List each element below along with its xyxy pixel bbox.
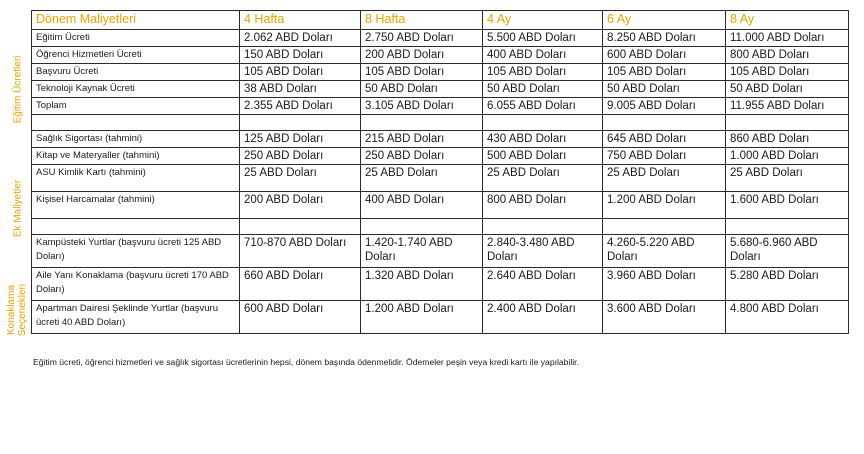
- cost-cell: 1.420-1.740 ABD Doları: [361, 235, 483, 268]
- cost-cell: [361, 219, 483, 235]
- spacer-row: [32, 219, 849, 235]
- row-label: Kişisel Harcamalar (tahmini): [32, 192, 240, 219]
- row-label: Sağlık Sigortası (tahmini): [32, 131, 240, 148]
- cost-cell: 860 ABD Doları: [726, 131, 849, 148]
- cost-cell: 660 ABD Doları: [240, 268, 361, 301]
- cost-cell: 50 ABD Doları: [483, 81, 603, 98]
- cost-cell: 4.800 ABD Doları: [726, 301, 849, 334]
- row-label: Toplam: [32, 98, 240, 115]
- cost-cell: 50 ABD Doları: [726, 81, 849, 98]
- row-label: Başvuru Ücreti: [32, 64, 240, 81]
- cost-cell: 1.000 ABD Doları: [726, 148, 849, 165]
- row-label: ASU Kimlik Kartı (tahmini): [32, 165, 240, 192]
- cost-cell: [603, 115, 726, 131]
- cost-cell: 105 ABD Doları: [726, 64, 849, 81]
- cost-cell: 200 ABD Doları: [361, 47, 483, 64]
- header-cell-term-costs: Dönem Maliyetleri: [32, 11, 240, 30]
- cost-cell: [240, 115, 361, 131]
- cost-cell: 1.200 ABD Doları: [361, 301, 483, 334]
- cost-cell: 200 ABD Doları: [240, 192, 361, 219]
- footnote: Eğitim ücreti, öğrenci hizmetleri ve sağlık sigortası ücretlerinin hepsi, dönem başında ödenmelidir. Ödemeler peşin veya kredi kartı ile yapılabilir.: [33, 357, 579, 367]
- side-label-housing: [6, 270, 30, 350]
- cost-cell: 215 ABD Doları: [361, 131, 483, 148]
- cost-cell: 25 ABD Doları: [603, 165, 726, 192]
- row-label: Aile Yanı Konaklama (başvuru ücreti 170 ABD Doları): [32, 268, 240, 301]
- cost-cell: [240, 219, 361, 235]
- row-label: Öğrenci Hizmetleri Ücreti: [32, 47, 240, 64]
- cost-cell: 3.105 ABD Doları: [361, 98, 483, 115]
- side-label-extra-costs: Ek Maliyetler: [12, 179, 24, 238]
- cost-cell: 50 ABD Doları: [603, 81, 726, 98]
- side-label-tuition: Eğitim Ücretleri: [12, 55, 24, 124]
- table-row: [32, 165, 849, 192]
- cost-cell: 1.320 ABD Doları: [361, 268, 483, 301]
- row-label: Kitap ve Materyaller (tahmini): [32, 148, 240, 165]
- row-label: Apartman Dairesi Şeklinde Yurtlar (başvuru ücreti 40 ABD Doları): [32, 301, 240, 334]
- cost-cell: 8.250 ABD Doları: [603, 30, 726, 47]
- header-row: [32, 11, 849, 30]
- table-row: [32, 64, 849, 81]
- header-cell-8-weeks: 8 Hafta: [361, 11, 483, 30]
- cost-cell: 250 ABD Doları: [361, 148, 483, 165]
- cost-cell: 250 ABD Doları: [240, 148, 361, 165]
- cost-cell: 430 ABD Doları: [483, 131, 603, 148]
- cost-cell: 38 ABD Doları: [240, 81, 361, 98]
- row-label: Kampüsteki Yurtlar (başvuru ücreti 125 ABD Doları): [32, 235, 240, 268]
- cost-cell: 2.400 ABD Doları: [483, 301, 603, 334]
- cost-cell: 105 ABD Doları: [603, 64, 726, 81]
- spacer-row: [32, 115, 849, 131]
- table-row: [32, 301, 849, 334]
- header-cell-4-months: 4 Ay: [483, 11, 603, 30]
- side-label-housing-line1: Konaklama: [6, 284, 17, 336]
- header-cell-6-months: 6 Ay: [603, 11, 726, 30]
- row-label: Teknoloji Kaynak Ücreti: [32, 81, 240, 98]
- cost-cell: 125 ABD Doları: [240, 131, 361, 148]
- cost-cell: 2.640 ABD Doları: [483, 268, 603, 301]
- cost-cell: 5.680-6.960 ABD Doları: [726, 235, 849, 268]
- row-label: [32, 219, 240, 235]
- table-row: [32, 30, 849, 47]
- table-row: [32, 81, 849, 98]
- cost-cell: 400 ABD Doları: [361, 192, 483, 219]
- cost-cell: 400 ABD Doları: [483, 47, 603, 64]
- header-cell-8-months: 8 Ay: [726, 11, 849, 30]
- cost-cell: 2.062 ABD Doları: [240, 30, 361, 47]
- cost-cell: 600 ABD Doları: [240, 301, 361, 334]
- table-row: [32, 268, 849, 301]
- cost-cell: 25 ABD Doları: [483, 165, 603, 192]
- cost-cell: 11.955 ABD Doları: [726, 98, 849, 115]
- cost-cell: [603, 219, 726, 235]
- cost-cell: 2.750 ABD Doları: [361, 30, 483, 47]
- cost-cell: [361, 115, 483, 131]
- cost-cell: 105 ABD Doları: [240, 64, 361, 81]
- cost-cell: 105 ABD Doları: [361, 64, 483, 81]
- cost-cell: 600 ABD Doları: [603, 47, 726, 64]
- table-row: [32, 235, 849, 268]
- cost-cell: 800 ABD Doları: [483, 192, 603, 219]
- cost-table: [31, 10, 849, 334]
- cost-cell: 4.260-5.220 ABD Doları: [603, 235, 726, 268]
- cost-table-body: [32, 11, 849, 334]
- cost-cell: 2.355 ABD Doları: [240, 98, 361, 115]
- row-label: Eğitim Ücreti: [32, 30, 240, 47]
- side-label-housing-line2: Seçenekleri: [17, 283, 28, 337]
- table-row: [32, 148, 849, 165]
- cost-cell: 3.600 ABD Doları: [603, 301, 726, 334]
- cost-cell: 5.500 ABD Doları: [483, 30, 603, 47]
- cost-cell: 750 ABD Doları: [603, 148, 726, 165]
- cost-cell: [483, 219, 603, 235]
- table-row: [32, 98, 849, 115]
- cost-cell: 3.960 ABD Doları: [603, 268, 726, 301]
- cost-cell: 645 ABD Doları: [603, 131, 726, 148]
- cost-cell: 50 ABD Doları: [361, 81, 483, 98]
- cost-cell: 25 ABD Doları: [240, 165, 361, 192]
- cost-cell: 1.600 ABD Doları: [726, 192, 849, 219]
- cost-cell: 25 ABD Doları: [361, 165, 483, 192]
- cost-cell: 9.005 ABD Doları: [603, 98, 726, 115]
- cost-cell: 11.000 ABD Doları: [726, 30, 849, 47]
- cost-cell: 710-870 ABD Doları: [240, 235, 361, 268]
- cost-cell: [483, 115, 603, 131]
- cost-cell: 150 ABD Doları: [240, 47, 361, 64]
- cost-cell: 105 ABD Doları: [483, 64, 603, 81]
- cost-cell: 800 ABD Doları: [726, 47, 849, 64]
- header-cell-4-weeks: 4 Hafta: [240, 11, 361, 30]
- cost-cell: 25 ABD Doları: [726, 165, 849, 192]
- cost-cell: 1.200 ABD Doları: [603, 192, 726, 219]
- cost-cell: 500 ABD Doları: [483, 148, 603, 165]
- cost-cell: 2.840-3.480 ABD Doları: [483, 235, 603, 268]
- cost-cell: 5.280 ABD Doları: [726, 268, 849, 301]
- cost-cell: 6.055 ABD Doları: [483, 98, 603, 115]
- row-label: [32, 115, 240, 131]
- table-row: [32, 47, 849, 64]
- table-row: [32, 192, 849, 219]
- cost-cell: [726, 115, 849, 131]
- table-row: [32, 131, 849, 148]
- cost-cell: [726, 219, 849, 235]
